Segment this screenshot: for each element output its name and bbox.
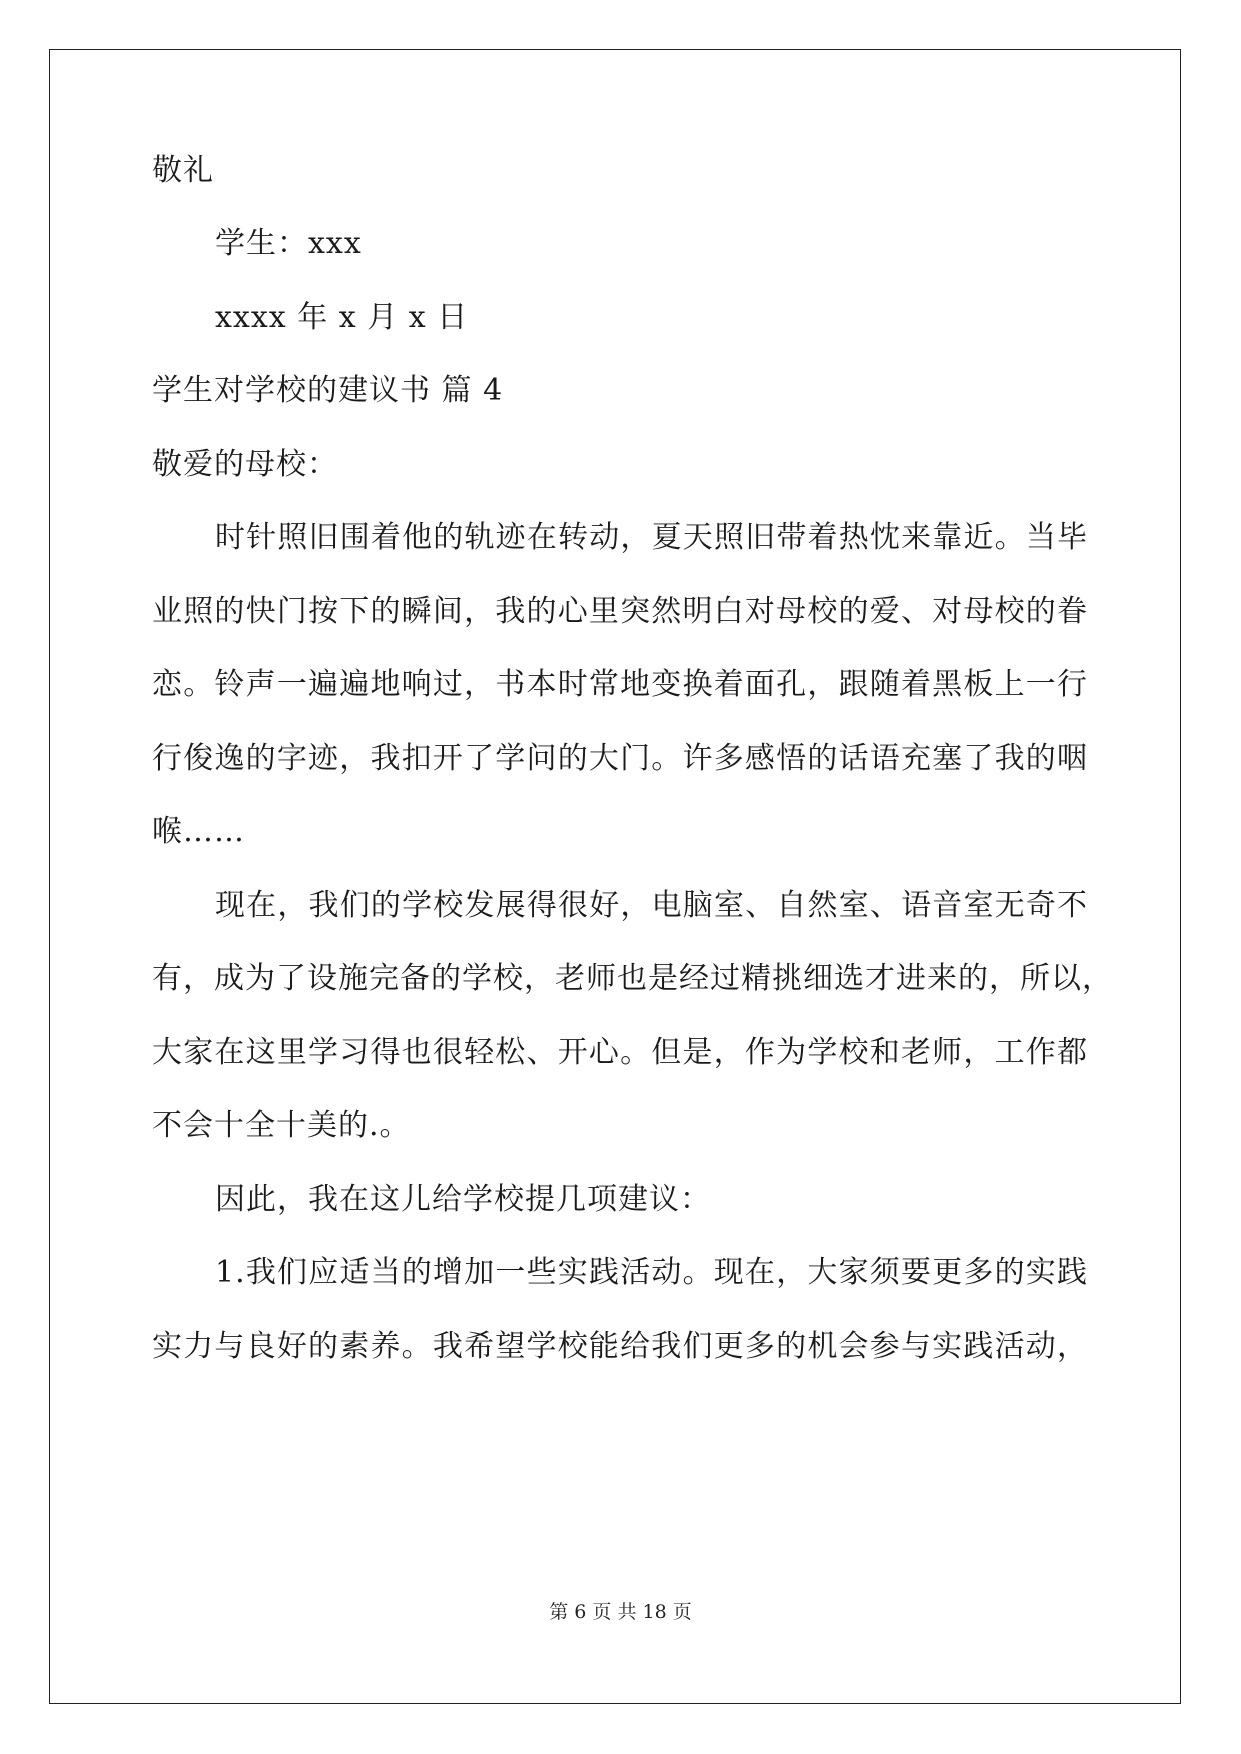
paragraph-line: 实力与良好的素养。我希望学校能给我们更多的机会参与实践活动， — [152, 1329, 1088, 1364]
page-border — [49, 49, 1181, 1704]
paragraph-line: 大家在这里学习得也很轻松、开心。但是，作为学校和老师，工作都 — [152, 1035, 1088, 1070]
signature-date: xxxx 年 x 月 x 日 — [215, 300, 469, 335]
page-number: 第 6 页 共 18 页 — [549, 1601, 692, 1623]
letter-greeting: 敬爱的母校： — [152, 447, 338, 482]
paragraph-line: 因此，我在这儿给学校提几项建议： — [215, 1182, 711, 1217]
paragraph-line: 时针照旧围着他的轨迹在转动，夏天照旧带着热忱来靠近。当毕 — [215, 520, 1088, 555]
paragraph-line: 不会十全十美的.。 — [152, 1108, 411, 1143]
paragraph-line: 业照的快门按下的瞬间，我的心里突然明白对母校的爱、对母校的眷 — [152, 594, 1088, 629]
paragraph-line: 1.我们应适当的增加一些实践活动。现在，大家须要更多的实践 — [215, 1255, 1088, 1290]
section-heading: 学生对学校的建议书 篇 4 — [152, 373, 504, 408]
paragraph-line: 有，成为了设施完备的学校，老师也是经过精挑细选才进来的，所以， — [152, 961, 1113, 996]
paragraph-line: 现在，我们的学校发展得很好，电脑室、自然室、语音室无奇不 — [215, 888, 1088, 923]
paragraph-line: 恋。铃声一遍遍地响过，书本时常地变换着面孔，跟随着黑板上一行 — [152, 667, 1088, 702]
paragraph-line: 喉…… — [152, 814, 245, 849]
paragraph-line: 行俊逸的字迹，我扣开了学问的大门。许多感悟的话语充塞了我的咽 — [152, 741, 1088, 776]
signature-student: 学生：xxx — [215, 226, 362, 261]
closing-salutation: 敬礼 — [152, 153, 214, 188]
